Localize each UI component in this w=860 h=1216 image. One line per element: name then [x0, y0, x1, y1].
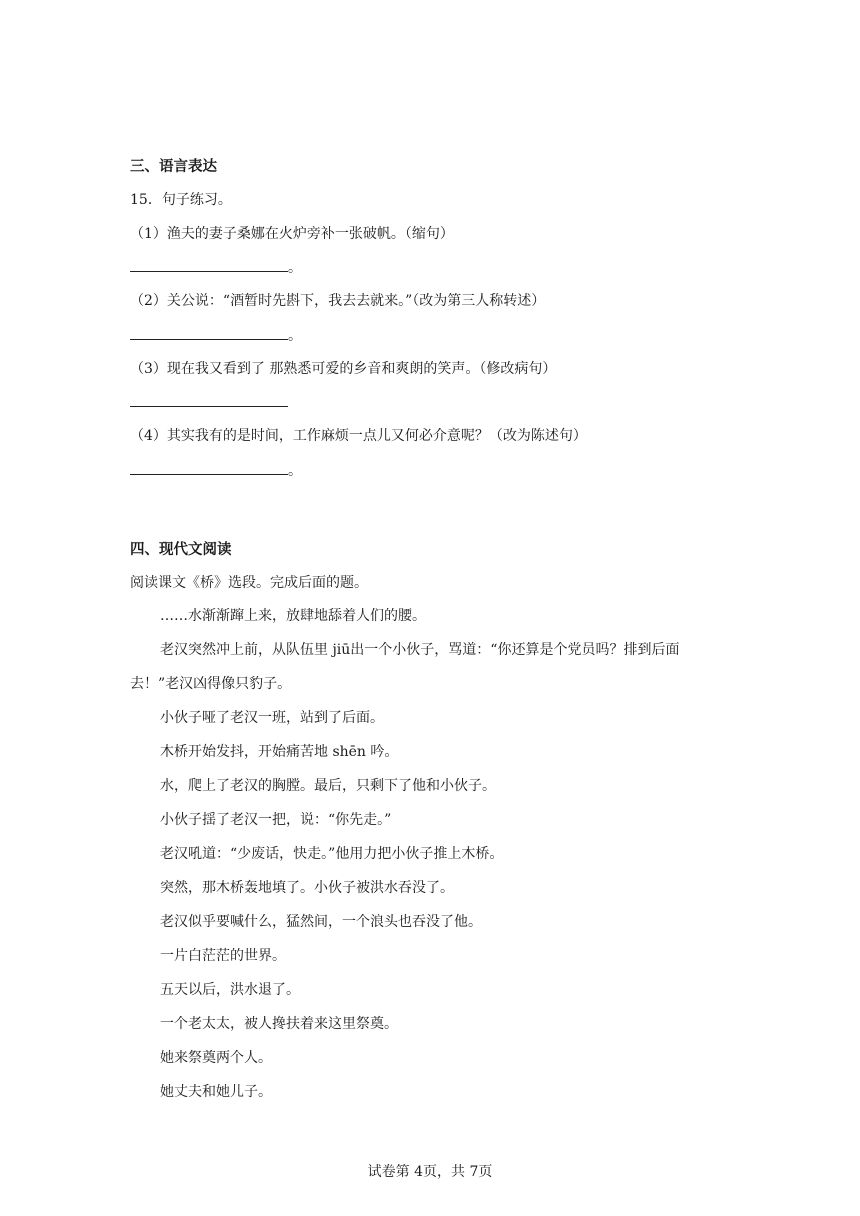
answer-blank[interactable] — [130, 393, 288, 407]
passage-paragraph: 小伙子揺了老汉一把，说：“你先走。” — [160, 812, 392, 828]
section-4-heading: 四、现代文阅读 — [130, 541, 232, 558]
item-2-prompt: （2）关公说：“酒暂时先斟下，我去去就来。”（改为第三人称转述） — [130, 293, 546, 309]
section-3-heading: 三、语言表达 — [130, 158, 217, 175]
item-3-prompt: （3）现在我又看到了 那熟悉可爱的乡音和爽朗的笑声。（修改病句） — [130, 361, 557, 377]
answer-suffix: 。 — [288, 260, 302, 276]
item-1-answer-line[interactable] — [130, 258, 302, 278]
passage-paragraph: 水，爬上了老汉的胸膛。最后，只剩下了他和小伙子。 — [160, 778, 496, 794]
passage-paragraph: 突然，那木桥轰地填了。小伙子被洪水吞没了。 — [160, 880, 454, 896]
item-2-answer-line[interactable] — [130, 326, 302, 346]
passage-paragraph-continued: 去！”老汉凶得像只豹子。 — [130, 676, 292, 692]
answer-blank[interactable] — [130, 258, 288, 272]
passage-paragraph: 五天以后，洪水退了。 — [160, 982, 300, 998]
passage-paragraph: 她丈夫和她儿子。 — [160, 1084, 272, 1100]
answer-suffix: 。 — [288, 328, 302, 344]
passage-paragraph: 她来祭奠两个人。 — [160, 1050, 272, 1066]
reading-intro: 阅读课文《桥》选段。完成后面的题。 — [130, 575, 368, 591]
passage-paragraph: 老汉似乎要喊什么，猛然间，一个浪头也吞没了他。 — [160, 914, 482, 930]
item-4-answer-line[interactable] — [130, 461, 302, 481]
passage-paragraph: 小伙子哑了老汉一班，站到了后面。 — [160, 710, 384, 726]
passage-paragraph: 老汉突然冲上前，从队伍里 jiū出一个小伙子，骂道：“你还算是个党员吗？排到后面 — [160, 642, 680, 658]
item-3-answer-line[interactable] — [130, 393, 288, 413]
answer-blank[interactable] — [130, 461, 288, 475]
question-15-title: 15．句子练习。 — [130, 192, 232, 208]
passage-paragraph: ……水渐渐蹿上来，放肆地舔着人们的腰。 — [160, 608, 426, 624]
passage-paragraph: 一个老太太，被人搀扶着来这里祭奠。 — [160, 1016, 398, 1032]
item-4-prompt: （4）其实我有的是时间，工作麻烦一点儿又何必介意呢？（改为陈述句） — [130, 428, 587, 444]
passage-paragraph: 老汉吼道：“少废话，快走。”他用力把小伙子推上木桥。 — [160, 846, 504, 862]
answer-blank[interactable] — [130, 326, 288, 340]
page-footer: 试卷第 4页，共 7页 — [367, 1164, 493, 1180]
passage-paragraph: 木桥开始发抖，开始痛苦地 shēn 吟。 — [160, 744, 399, 760]
answer-suffix: 。 — [288, 463, 302, 479]
passage-paragraph: 一片白茫茫的世界。 — [160, 948, 286, 964]
item-1-prompt: （1）渔夫的妻子桑娜在火炉旁补一张破帆。（缩句） — [130, 226, 454, 242]
